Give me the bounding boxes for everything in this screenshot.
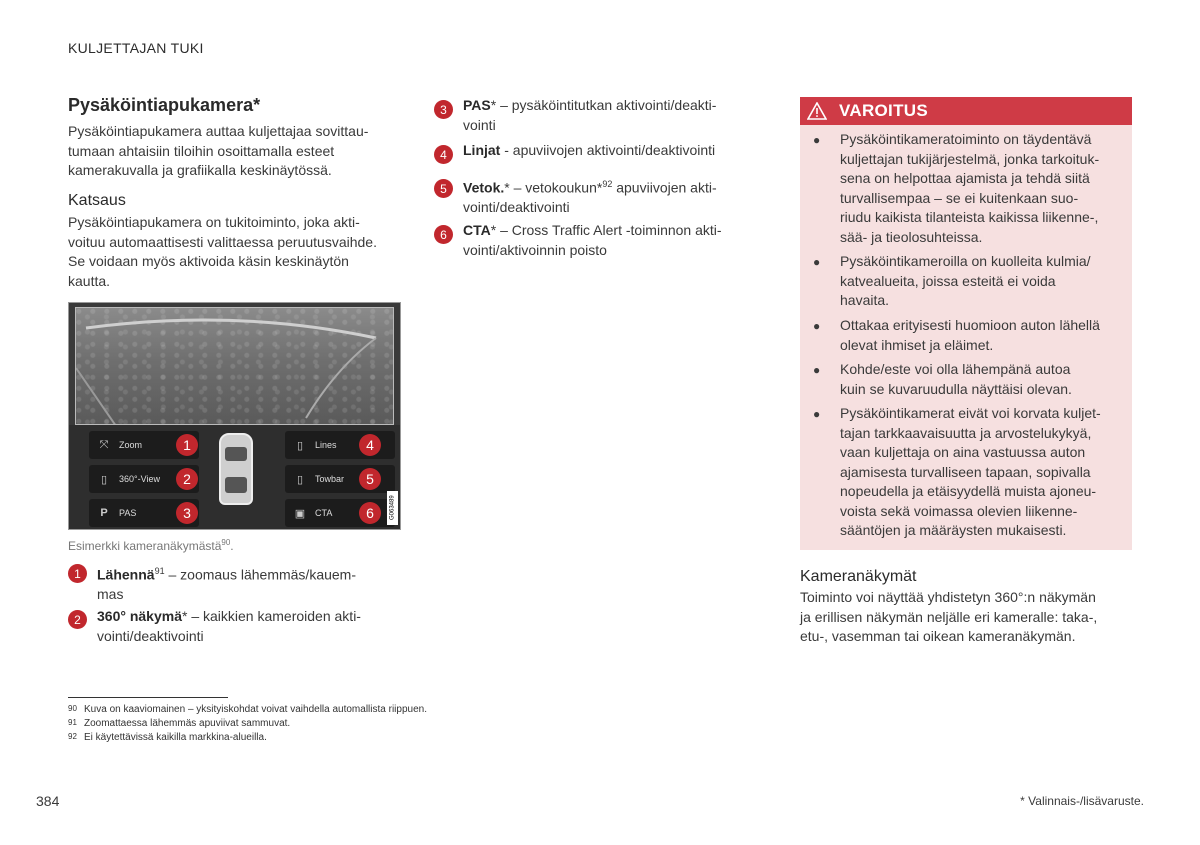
intro-line: tumaan ahtaisiin tiloihin osoittamalla esteet <box>68 142 335 159</box>
towbar-icon: ▯ <box>296 473 304 486</box>
item-desc-cont: vointi/aktivoinnin poisto <box>463 241 607 258</box>
item-desc: * – kaikkien kameroiden akti- <box>182 608 361 624</box>
item-6 <box>463 221 763 260</box>
camera-views-heading: Kameranäkymät <box>800 568 917 585</box>
bullet: ● <box>813 319 821 333</box>
item-desc: apuviivojen akti- <box>612 179 717 196</box>
lines-icon: ▯ <box>296 439 304 452</box>
item-term: CTA <box>463 222 491 238</box>
warning-item-1: Pysäköintikameratoiminto on täydentävä kuljettajan tukijärjestelmä, jonka tarkoituk- sena on helpottaa ajamista ja tehdä siitä turvallisempaa – se ei kuitenkaan suo- riudu kaikista tilanteista kaikissa liikenne-, sää- ja tieolosuhteissa. <box>840 131 1100 245</box>
warning-title: VAROITUS <box>839 101 928 120</box>
figure-code: G063489 <box>387 491 398 525</box>
item-4 <box>463 141 763 161</box>
item-3 <box>463 96 763 135</box>
item-term: 360° näkymä <box>97 608 182 624</box>
overview-line: Pysäköintiapukamera on tukitoiminto, joka akti- <box>68 214 360 230</box>
callout-3: 3 <box>176 502 198 524</box>
callout-6: 6 <box>359 502 381 524</box>
lines-label: Lines <box>315 440 337 450</box>
callout-4: 4 <box>359 434 381 456</box>
item-desc: * – pysäköintitutkan aktivointi/deakti- <box>490 97 717 113</box>
overview-heading: Katsaus <box>68 192 126 209</box>
intro-line: Pysäköintiapukamera auttaa kuljettajaa sovittau- <box>68 123 369 139</box>
cta-label: CTA <box>315 508 333 518</box>
360-view-icon: ▯ <box>100 473 108 486</box>
footnote-ref: 92 <box>602 179 613 189</box>
item-desc-cont: mas <box>97 586 124 603</box>
item-number-4: 4 <box>434 145 453 164</box>
towbar-label: Towbar <box>315 474 345 484</box>
car-icon <box>219 433 253 505</box>
cta-icon: ▣ <box>294 507 306 520</box>
item-desc: – zoomaus lähemmäs/kauem- <box>164 566 357 583</box>
callout-5: 5 <box>359 468 381 490</box>
item-number-1: 1 <box>68 564 87 583</box>
page-number: 384 <box>36 793 60 809</box>
camera-image <box>75 307 394 425</box>
bullet: ● <box>813 255 821 269</box>
item-number-5: 5 <box>434 179 453 198</box>
callout-1: 1 <box>176 434 198 456</box>
zoom-label: Zoom <box>119 440 143 450</box>
footnote-92: 92 Ei käytettävissä kaikilla markkina-alueilla. <box>68 732 267 743</box>
item-2 <box>97 607 397 646</box>
item-desc: - apuviivojen aktivointi/deaktivointi <box>500 142 716 158</box>
page-title: Pysäköintiapukamera* <box>68 95 261 115</box>
item-desc-cont: vointi/deaktivointi <box>463 199 570 216</box>
pas-label: PAS <box>119 508 137 518</box>
footnote-divider <box>68 697 228 698</box>
item-5 <box>463 175 763 218</box>
intro-paragraph <box>68 122 398 181</box>
pas-icon: P <box>100 507 108 519</box>
item-desc: * – vetokoukun* <box>504 179 603 196</box>
caption-footnote-ref: 90 <box>221 538 231 547</box>
section-header: KULJETTAJAN TUKI <box>68 40 204 56</box>
item-number-6: 6 <box>434 225 453 244</box>
warning-item-4: Kohde/este voi olla lähempänä autoa kuin se kuvaruudulla näyttäisi olevan. <box>840 361 1072 397</box>
overview-line: kautta. <box>68 272 111 289</box>
item-term: PAS <box>463 97 491 113</box>
warning-item-2: Pysäköintikameroilla on kuolleita kulmia/ katvealueita, joissa esteitä ei voida havaita. <box>840 253 1091 308</box>
callout-2: 2 <box>176 468 198 490</box>
360-view-label: 360°-View <box>119 474 160 484</box>
guide-lines <box>76 308 394 425</box>
bullet: ● <box>813 363 821 377</box>
optional-equipment-note: * Valinnais-/lisävaruste. <box>1020 794 1144 808</box>
item-desc-cont: vointi <box>463 116 496 133</box>
control-panel <box>69 425 400 529</box>
figure-caption: Esimerkki kameranäkymästä$^{90}$. <box>68 538 234 553</box>
item-term: Lähennä <box>97 566 155 583</box>
item-number-2: 2 <box>68 610 87 629</box>
item-number-3: 3 <box>434 100 453 119</box>
footnote-ref: 91 <box>154 566 165 576</box>
warning-item-3: Ottakaa erityisesti huomioon auton lähellä olevat ihmiset ja eläimet. <box>840 317 1100 353</box>
footnote-91: 91 Zoomattaessa lähemmäs apuviivat sammuvat. <box>68 718 291 729</box>
bullet: ● <box>813 407 821 421</box>
item-1 <box>97 562 397 605</box>
zoom-icon: ⤧ <box>99 438 109 451</box>
intro-line: kamerakuvalla ja grafiikalla keskinäytössä. <box>68 162 332 178</box>
bullet: ● <box>813 133 821 147</box>
warning-item-5: Pysäköintikamerat eivät voi korvata kuljet- tajan tarkkaavaisuutta ja arvostelukykyä, vaan kuljettaja on aina vastuussa auton ajamisesta turvalliseen tapaan, sopivalla nopeudella ja etäisyydellä muista ajoneu- voista sekä voimassa olevien liikenne- sääntöjen ja määräysten mukaisesti. <box>840 405 1101 538</box>
overview-paragraph <box>68 213 408 291</box>
warning-header <box>800 97 1132 125</box>
caption-text: Esimerkki kameranäkymästä <box>68 539 222 553</box>
item-term: Vetok. <box>463 179 505 196</box>
item-term: Linjat <box>463 142 501 158</box>
overview-line: Se voidaan myös aktivoida käsin keskinäytön <box>68 253 349 269</box>
footnote-90: 90 Kuva on kaaviomainen – yksityiskohdat voivat vaihdella automallista riippuen. <box>68 704 427 715</box>
warning-icon <box>807 102 827 120</box>
camera-views-paragraph: Toiminto voi näyttää yhdistetyn 360°:n näkymän ja erillisen näkymän neljälle eri kameralle: taka-, etu-, vasemman tai oikean kameranäkymän. <box>800 589 1098 644</box>
item-desc: * – Cross Traffic Alert -toiminnon akti- <box>490 222 722 238</box>
camera-view-figure <box>68 302 401 530</box>
overview-line: voituu automaattisesti valittaessa peruutusvaihde. <box>68 233 377 250</box>
item-desc-cont: vointi/deaktivointi <box>97 627 204 644</box>
